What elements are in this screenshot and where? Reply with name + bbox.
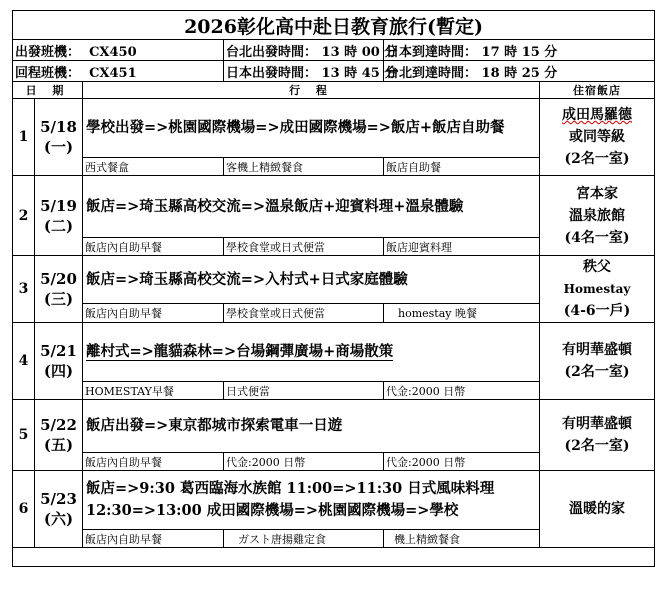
day-number: 3 bbox=[13, 256, 35, 323]
meal-breakfast: 飯店內自助早餐 bbox=[83, 453, 224, 471]
day-hotel: 有明華盛頓 (2名一室) bbox=[540, 323, 655, 400]
return-flight: 回程班機： CX451 bbox=[13, 61, 224, 82]
meal-dinner: 機上精緻餐食 bbox=[384, 530, 540, 548]
itinerary-table bbox=[12, 10, 655, 567]
day-date: 5/20 (三) bbox=[35, 256, 83, 323]
meal-lunch: 學校食堂或日式便當 bbox=[224, 238, 384, 256]
day-route: 飯店出發=>東京都城市探索電車一日遊 bbox=[83, 400, 540, 453]
day-number: 1 bbox=[13, 99, 35, 176]
day-row bbox=[13, 471, 655, 530]
day-hotel: 溫暖的家 bbox=[540, 471, 655, 548]
meal-dinner: 飯店自助餐 bbox=[384, 158, 540, 176]
day-number: 4 bbox=[13, 323, 35, 400]
meal-lunch: ガスト唐揚雞定食 bbox=[224, 530, 384, 548]
header-date: 日 期 bbox=[13, 82, 83, 99]
meal-lunch: 日式便當 bbox=[224, 382, 384, 400]
column-header-row bbox=[13, 82, 655, 99]
itinerary-document bbox=[12, 10, 654, 567]
meal-lunch: 學校食堂或日式便當 bbox=[224, 304, 384, 323]
outbound-departure: 台北出發時間： 13 時 00 分 bbox=[224, 40, 384, 61]
page-title: 2026彰化高中赴日教育旅行(暫定) bbox=[13, 11, 655, 40]
day-route: 飯店=>琦玉縣高校交流=>溫泉飯店+迎賓料理+溫泉體驗 bbox=[83, 176, 540, 238]
meal-dinner: 飯店迎賓料理 bbox=[384, 238, 540, 256]
day-hotel: 成田馬羅德 或同等級 (2名一室) bbox=[540, 99, 655, 176]
day-date: 5/19 (二) bbox=[35, 176, 83, 256]
day-row bbox=[13, 323, 655, 382]
day-row bbox=[13, 256, 655, 304]
meal-lunch: 代金:2000 日幣 bbox=[224, 453, 384, 471]
day-route: 離村式=>龍貓森林=>台場鋼彈廣場+商場散策 bbox=[83, 323, 540, 382]
day-date: 5/22 (五) bbox=[35, 400, 83, 471]
meal-breakfast: HOMESTAY早餐 bbox=[83, 382, 224, 400]
meal-dinner: homestay 晚餐 bbox=[384, 304, 540, 323]
outbound-flight: 出發班機： CX450 bbox=[13, 40, 224, 61]
day-row bbox=[13, 176, 655, 238]
day-number: 6 bbox=[13, 471, 35, 548]
day-route: 學校出發=>桃園國際機場=>成田國際機場=>飯店+飯店自助餐 bbox=[83, 99, 540, 158]
meal-breakfast: 飯店內自助早餐 bbox=[83, 238, 224, 256]
day-row bbox=[13, 99, 655, 158]
outbound-flight-row bbox=[13, 40, 655, 61]
header-route: 行 程 bbox=[83, 82, 540, 99]
day-hotel: 宮本家 溫泉旅館 (4名一室) bbox=[540, 176, 655, 256]
day-route: 飯店=>9:30 葛西臨海水族館 11:00=>11:30 日式風味料理 12:30=>13:00 成田國際機場=>桃園國際機場=>學校 bbox=[83, 471, 540, 530]
day-route: 飯店=>琦玉縣高校交流=>入村式+日式家庭體驗 bbox=[83, 256, 540, 304]
meal-dinner: 代金:2000 日幣 bbox=[384, 382, 540, 400]
day-number: 5 bbox=[13, 400, 35, 471]
meal-lunch: 客機上精緻餐食 bbox=[224, 158, 384, 176]
outbound-arrival: 日本到達時間： 17 時 15 分 bbox=[384, 40, 655, 61]
meal-breakfast: 西式餐盒 bbox=[83, 158, 224, 176]
return-flight-row bbox=[13, 61, 655, 82]
meal-breakfast: 飯店內自助早餐 bbox=[83, 304, 224, 323]
return-departure: 日本出發時間： 13 時 45 分 bbox=[224, 61, 384, 82]
meal-dinner: 代金:2000 日幣 bbox=[384, 453, 540, 471]
day-row bbox=[13, 400, 655, 453]
day-hotel: 秩父 Homestay (4-6一戶) bbox=[540, 256, 655, 323]
day-date: 5/18 (一) bbox=[35, 99, 83, 176]
day-date: 5/23 (六) bbox=[35, 471, 83, 548]
day-hotel: 有明華盛頓 (2名一室) bbox=[540, 400, 655, 471]
day-date: 5/21 (四) bbox=[35, 323, 83, 400]
header-hotel: 住宿飯店 bbox=[540, 82, 655, 99]
return-arrival: 台北到達時間： 18 時 25 分 bbox=[384, 61, 655, 82]
meal-breakfast: 飯店內自助早餐 bbox=[83, 530, 224, 548]
day-number: 2 bbox=[13, 176, 35, 256]
blank-footer-row bbox=[13, 548, 655, 567]
